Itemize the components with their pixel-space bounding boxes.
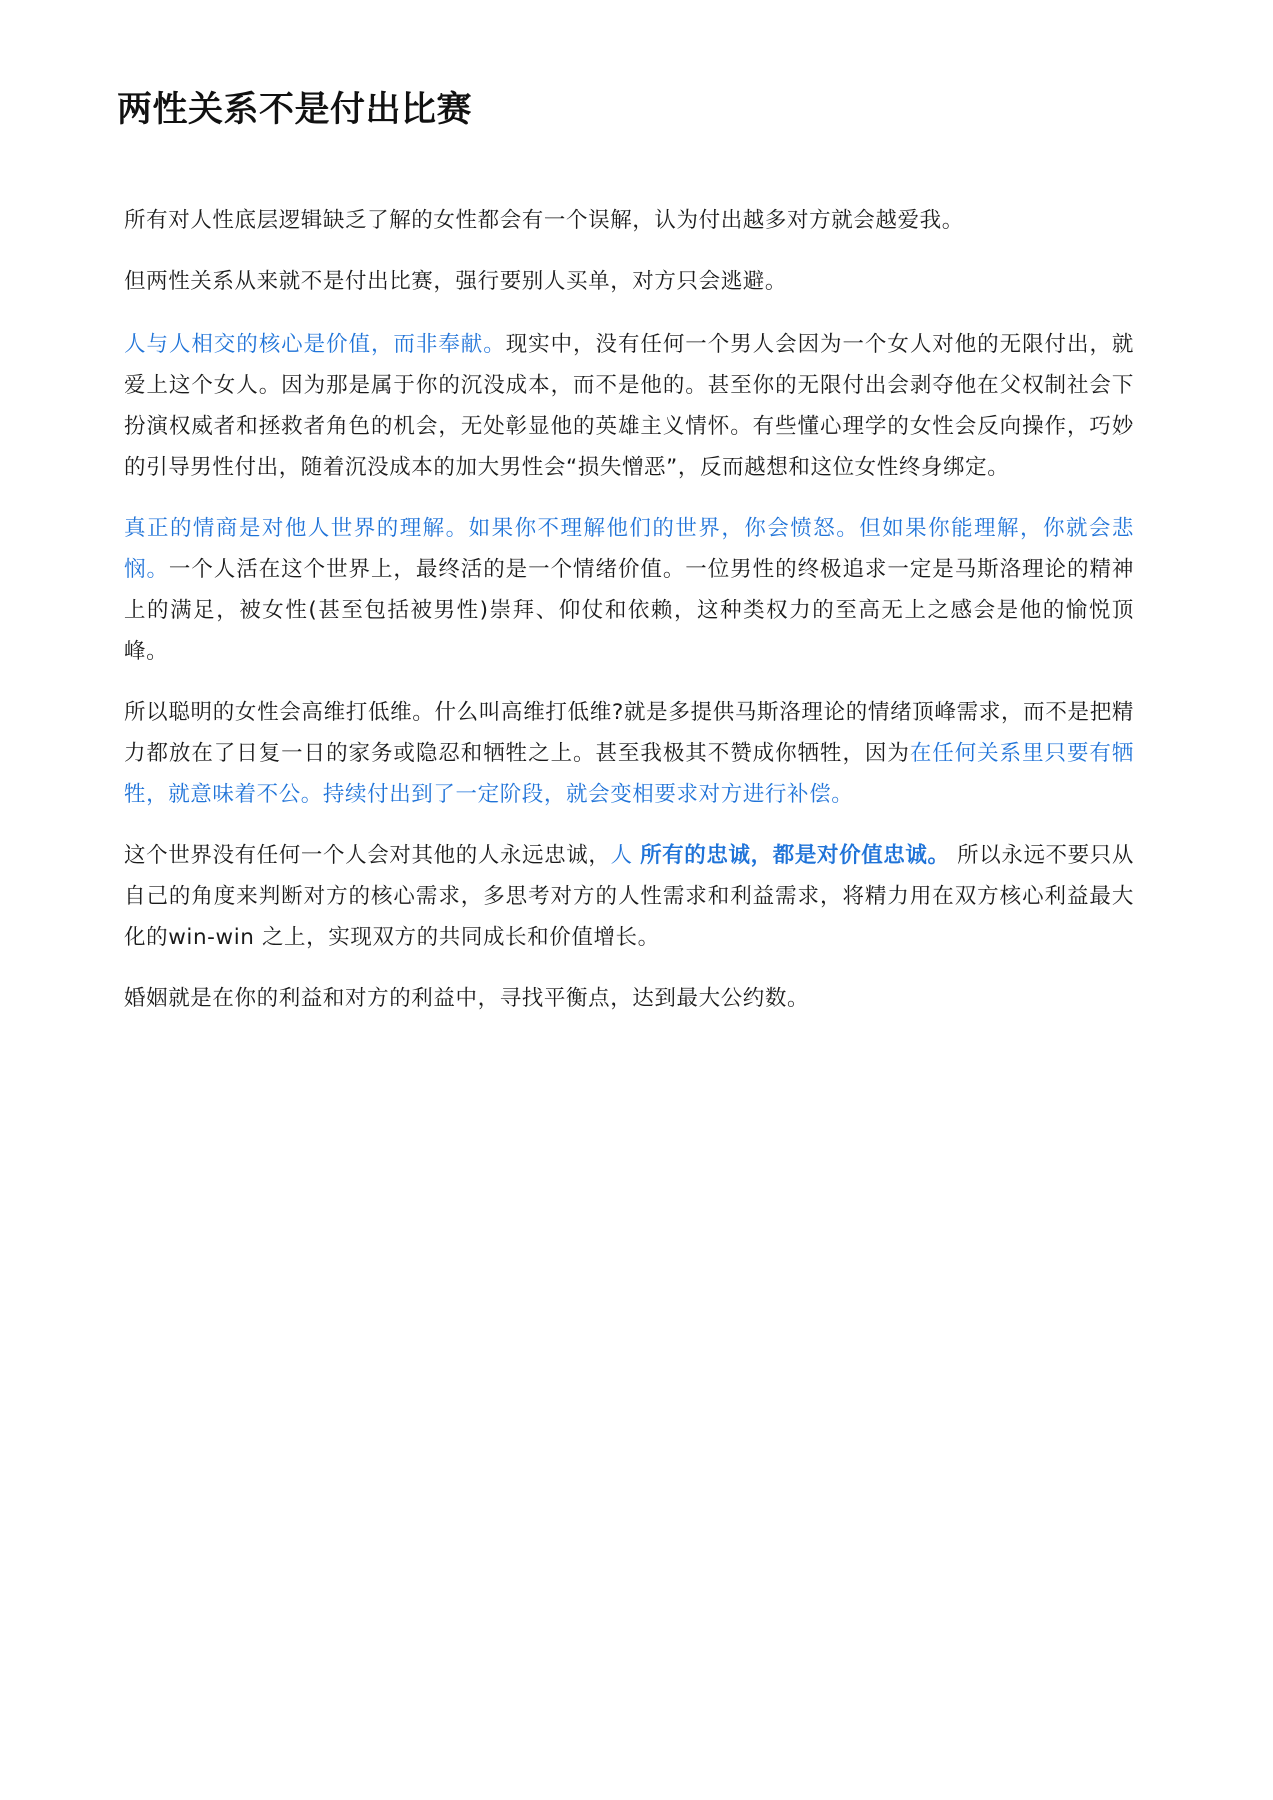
paragraph — [124, 508, 1134, 672]
paragraph — [124, 835, 1134, 958]
paragraph-text: 所有对人性底层逻辑缺乏了解的女性都会有一个误解，认为付出越多对方就会越爱我。 — [124, 208, 964, 233]
highlighted-text: 真正的情商是对他人世界的理解。如果你不理解他们的世界，你会愤怒。但如果你能理解，你就会悲悯。 — [124, 516, 1134, 582]
paragraph — [124, 978, 1134, 1019]
paragraph — [124, 200, 1134, 241]
highlighted-text: 人 — [610, 843, 641, 868]
paragraph — [124, 692, 1134, 815]
paragraph-text: 现实中，没有任何一个男人会因为一个女人对他的无限付出，就爱上这个女人。因为那是属于你的沉没成本，而不是他的。甚至你的无限付出会剥夺他在父权制社会下扮演权威者和拯救者角色的机会，无处彰显他的英雄主义情怀。有些懂心理学的女性会反向操作，巧妙的引导男性付出，随着沉没成本的加大男性会“损失憎恶”，反而越想和这位女性终身绑定。 — [124, 332, 1134, 480]
highlighted-text: 人与人相交的核心是价值，而非奉献。 — [124, 332, 506, 357]
highlighted-text: 在任何关系里只要有牺牲，就意味着不公。持续付出到了一定阶段，就会变相要求对方进行补偿。 — [124, 741, 1134, 807]
paragraph-text: 婚姻就是在你的利益和对方的利益中，寻找平衡点，达到最大公约数。 — [124, 986, 810, 1011]
paragraph — [124, 324, 1134, 488]
paragraph-text: 这个世界没有任何一个人会对其他的人永远忠诚， — [124, 843, 611, 868]
paragraph-text: 一个人活在这个世界上，最终活的是一个情绪价值。一位男性的终极追求一定是马斯洛理论的精神上的满足，被女性(甚至包括被男性)崇拜、仰仗和依赖，这种类权力的至高无上之感会是他的愉悦顶峰。 — [124, 557, 1134, 664]
article-body — [124, 200, 1134, 1039]
paragraph — [124, 261, 1134, 302]
paragraph-text: 但两性关系从来就不是付出比赛，强行要别人买单，对方只会逃避。 — [124, 269, 788, 294]
paragraph-text: 所以永远不要只从自己的角度来判断对方的核心需求，多思考对方的人性需求和利益需求，将精力用在双方核心利益最大化的win-win 之上，实现双方的共同成长和价值增长。 — [124, 843, 1134, 950]
paragraph-text: 所以聪明的女性会高维打低维。什么叫高维打低维?就是多提供马斯洛理论的情绪顶峰需求，而不是把精力都放在了日复一日的家务或隐忍和牺牲之上。甚至我极其不赞成你牺牲，因为 — [124, 700, 1134, 766]
highlighted-bold-text: 所有的忠诚，都是对价值忠诚。 — [640, 843, 950, 868]
page-title: 两性关系不是付出比赛 — [117, 90, 473, 130]
